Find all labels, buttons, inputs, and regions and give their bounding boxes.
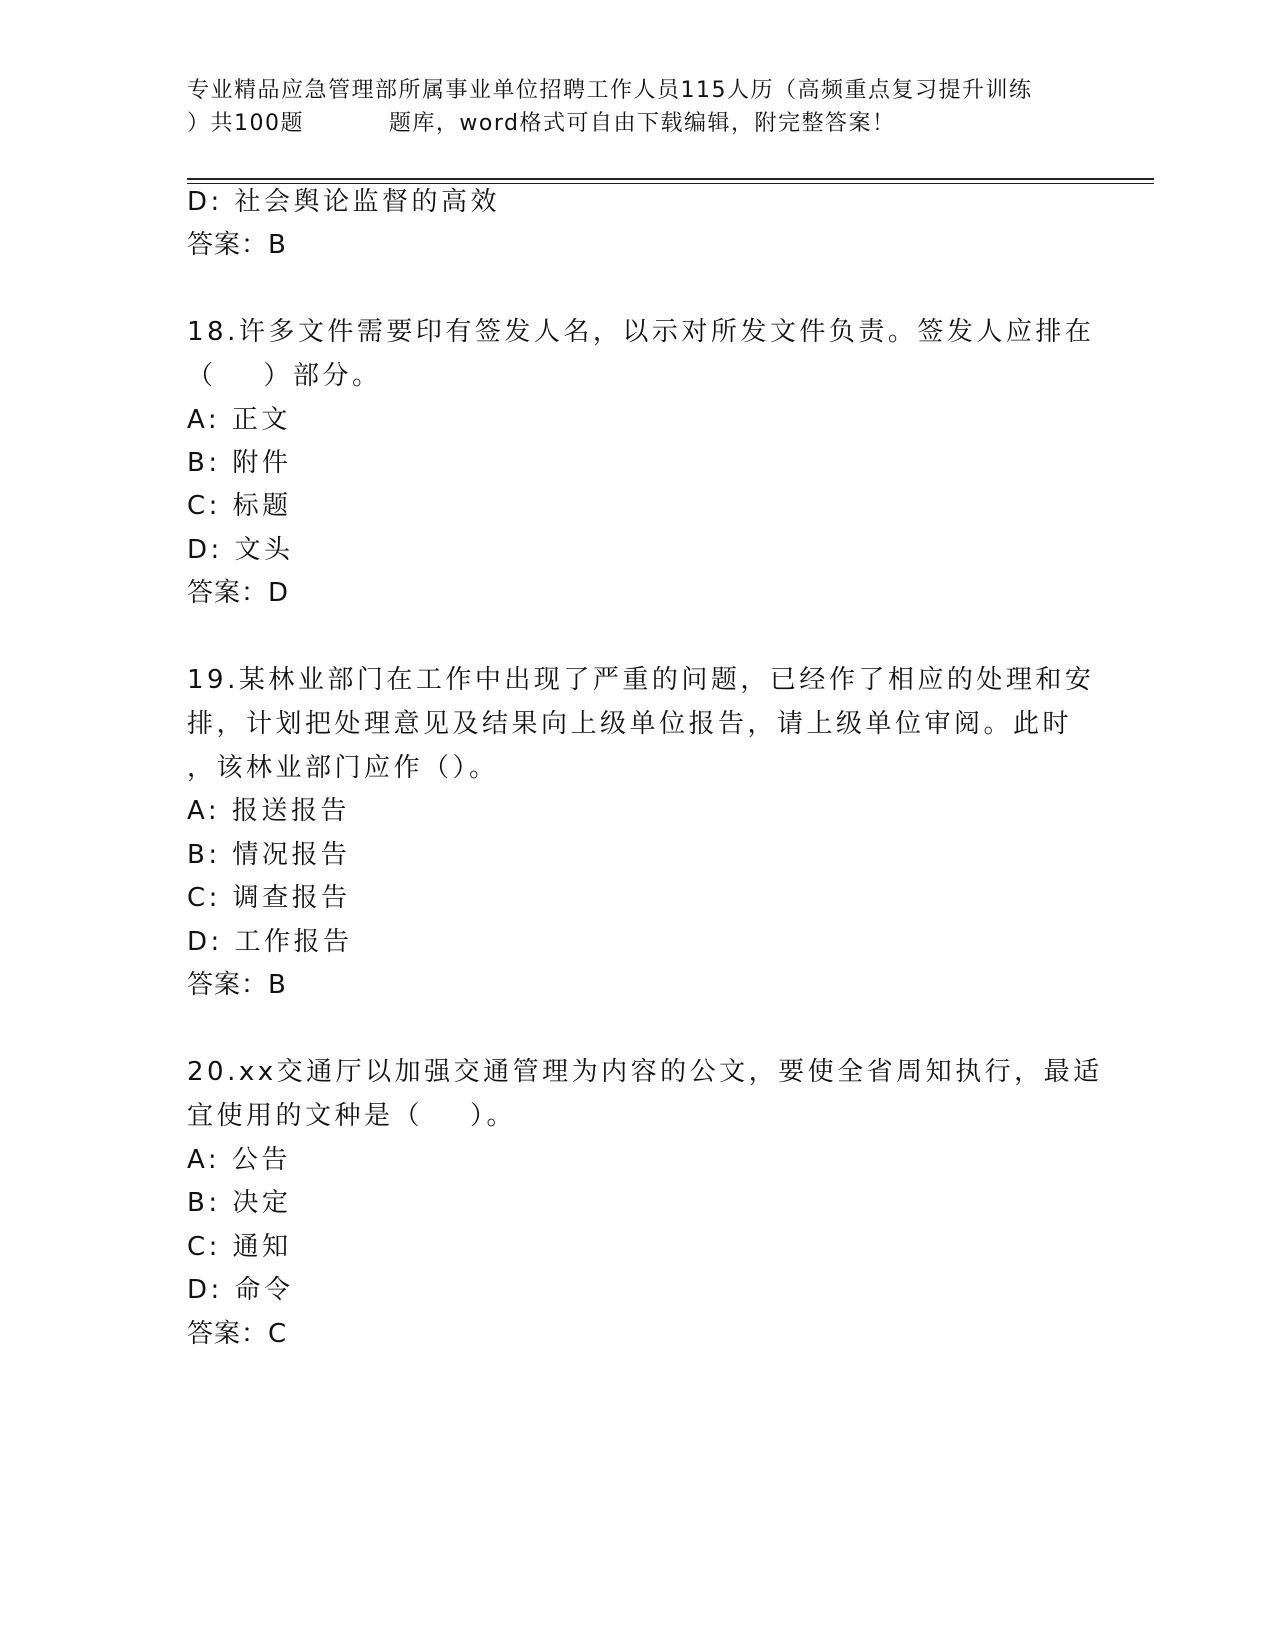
q19-option-c: C: 调查报告 (187, 883, 351, 913)
q19-option-d: D: 工作报告 (187, 927, 353, 957)
q18-answer: 答案：D (187, 578, 290, 608)
q18-option-a: A: 正文 (187, 405, 291, 435)
q18-stem-line-1: 18.许多文件需要印有签发人名，以示对所发文件负责。签发人应排在 (187, 317, 1095, 347)
q18-option-b: B: 附件 (187, 448, 292, 478)
q19-stem-line-2: 排，计划把处理意见及结果向上级单位报告，请上级单位审阅。此时 (187, 709, 1073, 739)
prev-answer: 答案：B (187, 230, 287, 260)
q20-answer: 答案：C (187, 1319, 288, 1349)
header-line-1: 专业精品应急管理部所属事业单位招聘工作人员115人历（高频重点复习提升训练 (187, 78, 1033, 103)
q18-stem-line-2: （ ）部分。 (187, 361, 382, 391)
q19-option-b: B: 情况报告 (187, 840, 351, 870)
prev-option-d: D: 社会舆论监督的高效 (187, 187, 501, 217)
header-line-2: ）共100题 题库，word格式可自由下载编辑，附完整答案！ (187, 111, 896, 136)
q20-option-d: D: 命令 (187, 1275, 294, 1305)
document-header (187, 74, 1087, 140)
q19-answer: 答案：B (187, 970, 287, 1000)
q20-stem-line-1: 20.xx交通厅以加强交通管理为内容的公文，要使全省周知执行，最适 (187, 1057, 1103, 1087)
q18-option-c: C: 标题 (187, 491, 292, 521)
q20-option-a: A: 公告 (187, 1145, 291, 1175)
q20-option-c: C: 通知 (187, 1232, 292, 1262)
q19-stem-line-1: 19.某林业部门在工作中出现了严重的问题，已经作了相应的处理和安 (187, 665, 1095, 695)
q19-stem-line-3: ，该林业部门应作（）。 (187, 753, 499, 783)
q20-stem-line-2: 宜使用的文种是（ ）。 (187, 1101, 517, 1131)
q19-option-a: A: 报送报告 (187, 796, 350, 826)
q20-option-b: B: 决定 (187, 1188, 292, 1218)
q18-option-d: D: 文头 (187, 535, 294, 565)
